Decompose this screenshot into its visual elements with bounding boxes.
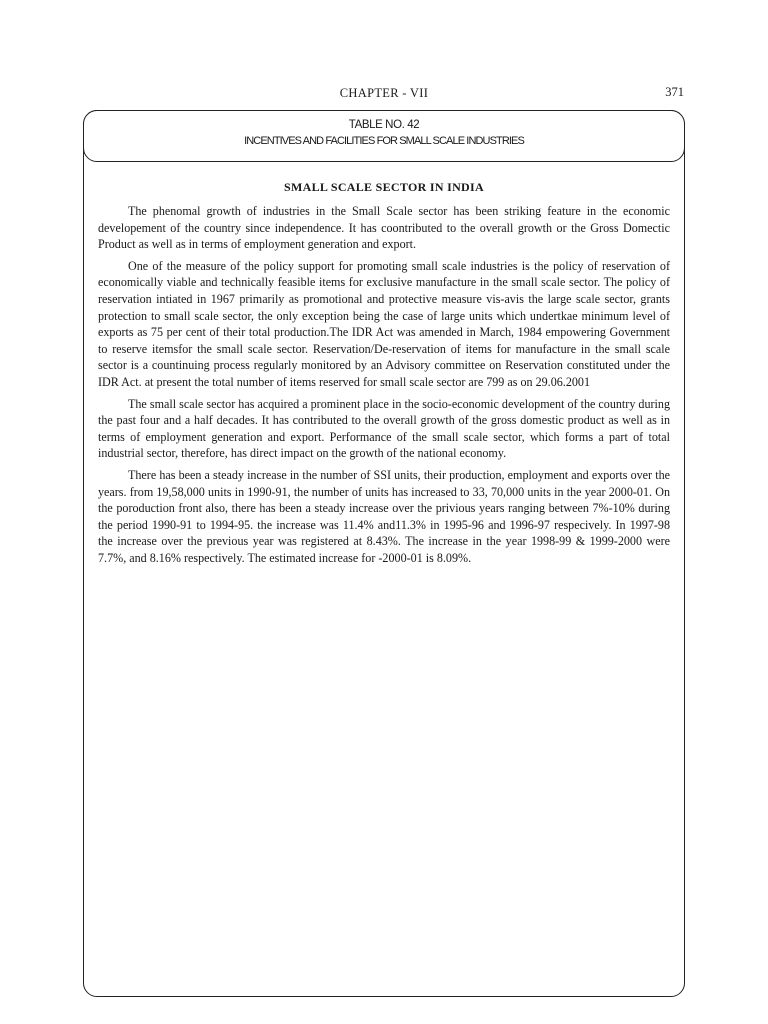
section-body: [98, 180, 670, 571]
paragraph: One of the measure of the policy support for promoting small scale industries is the policy of reservation of economically viable and technically feasible items for exclusive manufacture in the small scale sector. The policy of reservation intiated in 1967 primarily as promotional and protective measure vis-avis the large scale sector, grants protection to small scale sector, the only exception being the case of large units which undertkae minimum level of exports as 75 per cent of their total production.The IDR Act was amended in March, 1984 empowering Government to reserve itemsfor the small scale sector. Reservation/De-reservation of items for manufacture in the small scale sector is a countinuing process regularly monitored by an Advisory committee on Reservation constituted under the IDR Act. at present the total number of items reserved for small scale sector are 799 as on 29.06.2001: [98, 258, 670, 389]
table-title: INCENTIVES AND FACILITIES FOR SMALL SCALE INDUSTRIES: [244, 135, 524, 147]
page-number: 371: [665, 85, 684, 99]
paragraph: The small scale sector has acquired a prominent place in the socio-economic development of the country during the past four and a half decades. It has contributed to the overall growth of the gross domestic product as well as in terms of employment generation and export. Performance of the small scale sector, which forms a part of total industrial sector, therefore, has direct impact on the growth of the national economy.: [98, 396, 670, 461]
section-heading: SMALL SCALE SECTOR IN INDIA: [284, 180, 484, 194]
table-number: TABLE NO. 42: [348, 119, 420, 131]
chapter-heading: CHAPTER - VII: [339, 86, 429, 100]
paragraph: There has been a steady increase in the number of SSI units, their production, employment and exports over the years. from 19,58,000 units in 1990-91, the number of units has increased to 33, 70,000 units in the year 2000-01. On the poroduction front also, there has been a steady increase over the privious years ranging between 7%-10% during the period 1990-91 to 1994-95. the increase was 11.4% and11.3% in 1995-96 and 1996-97 respecively. In 1997-98 the increase over the previous year was registered at 8.43%. The increase in the year 1998-99 & 1999-2000 were 7.7%, and 8.16% respectively. The estimated increase for -2000-01 is 8.09%.: [98, 467, 670, 565]
paragraph: The phenomal growth of industries in the Small Scale sector has been striking feature in the economic developement of the country since independence. It has coontributed to the overall growth or the Gross Domectic Product as well as in terms of employment generation and export.: [98, 204, 670, 252]
